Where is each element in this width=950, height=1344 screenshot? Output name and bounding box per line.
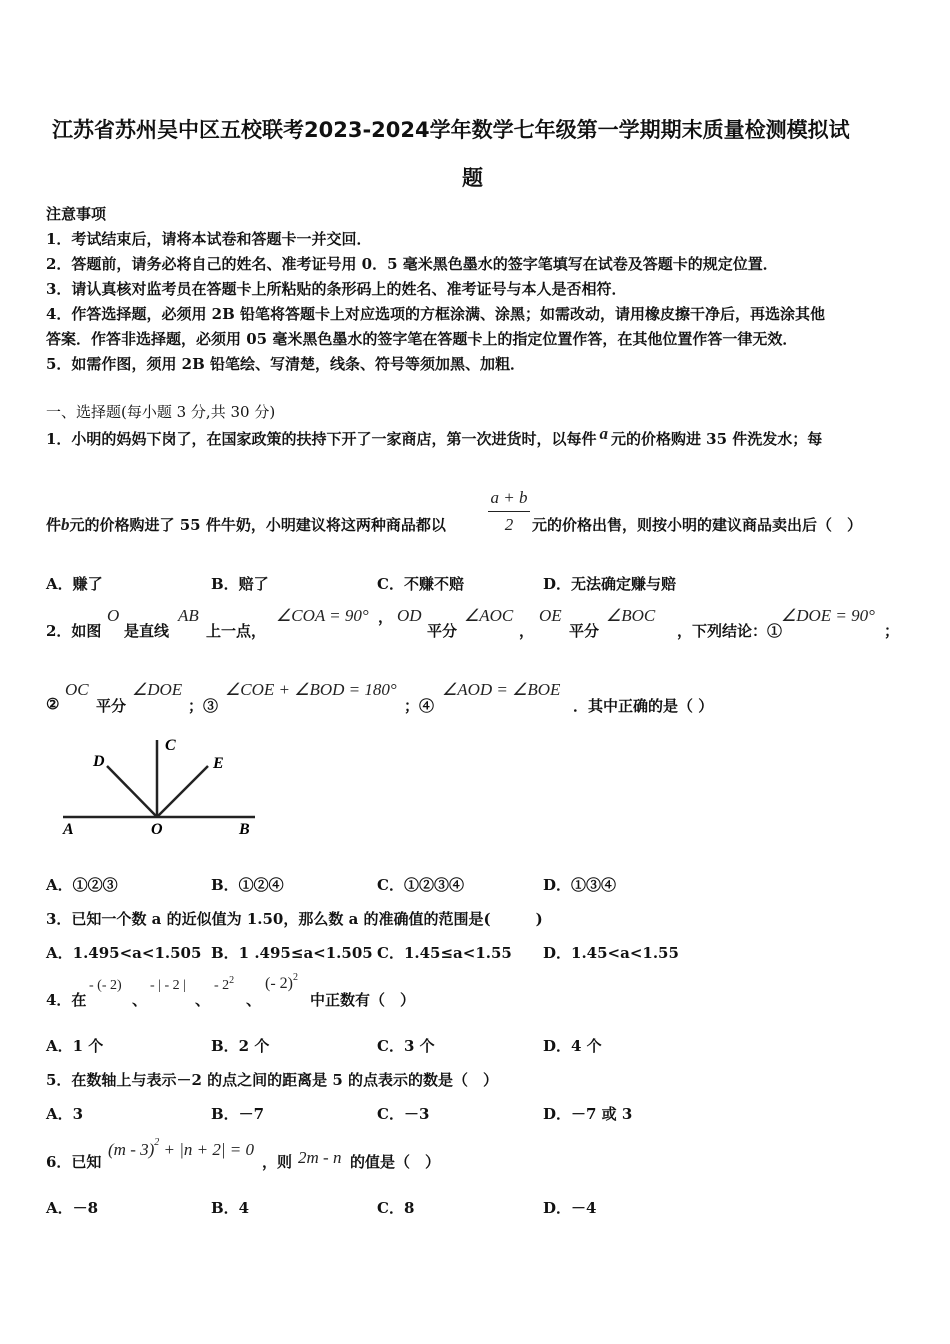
label-c: C xyxy=(165,737,176,754)
q6-expr-exp: 2 xyxy=(154,1137,160,1148)
notice-item: 1．考试结束后，请将本试卷和答题卡一并交回． xyxy=(46,230,372,248)
q4-expr-3 xyxy=(214,975,235,994)
q4-text: 、 xyxy=(195,991,211,1009)
q2-math: ∠AOD = ∠BOE xyxy=(442,680,561,699)
q2-text: 是直线 xyxy=(124,622,170,640)
q4-expr-1: - (- 2) xyxy=(89,978,122,993)
q3-option-d: D．1.45<a<1.55 xyxy=(543,944,679,962)
q4-option-a: A．1 个 xyxy=(46,1037,104,1055)
q1-option-c: C．不赚不赔 xyxy=(377,575,464,593)
q2-math: ∠BOC xyxy=(606,606,656,625)
q4-expr-2: - | - 2 | xyxy=(150,978,186,993)
q1-var-b: b xyxy=(61,515,70,534)
q6-text: 的值是（ ） xyxy=(350,1153,441,1171)
q2-math: ∠COE + ∠BOD = 180° xyxy=(225,680,397,699)
q4-expr-4-exp: 2 xyxy=(292,972,298,983)
q6-expr-base: (m - 3) xyxy=(108,1140,155,1159)
q1-text: 元的价格购进 35 件洗发水；每 xyxy=(610,430,823,448)
q2-option-b: B．①②④ xyxy=(211,876,284,894)
notice-item: 2．答题前，请务必将自己的姓名、准考证号用 0．5 毫米黑色墨水的签字笔填写在试卷及答题卡的规定位置． xyxy=(46,255,778,273)
notice-item: 5．如需作图，须用 2B 铅笔绘、写清楚，线条、符号等须加黑、加粗． xyxy=(46,355,525,373)
q2-math: OC xyxy=(65,680,89,699)
q6-expr: 2m - n xyxy=(298,1148,342,1167)
q1-fraction-numerator: a + b xyxy=(490,488,528,507)
q3-option-c: C．1.45≤a<1.55 xyxy=(377,944,512,962)
q2-text: 平分 xyxy=(569,622,600,640)
q2-option-c: C．①②③④ xyxy=(377,876,464,894)
notice-item: 4．作答选择题，必须用 2B 铅笔将答题卡上对应选项的方框涂满、涂黑；如需改动，请用橡皮擦干净后，再选涂其他 xyxy=(46,305,826,323)
q2-math: O xyxy=(107,606,120,625)
q1-option-b: B．赔了 xyxy=(211,575,269,593)
q4-option-d: D．4 个 xyxy=(543,1037,602,1055)
q2-math: ∠COA = 90° xyxy=(276,606,369,625)
q2-text: ； xyxy=(884,622,900,640)
notice-heading: 注意事项 xyxy=(46,205,107,223)
label-a: A xyxy=(63,821,74,838)
section-heading: 一、选择题(每小题 3 分,共 30 分) xyxy=(46,403,276,421)
ray-oe xyxy=(157,766,208,817)
page-title-continued: 题 xyxy=(462,166,483,190)
q1-fraction-denominator: 2 xyxy=(504,515,514,534)
question-3: 3．已知一个数 a 的近似值为 1.50，那么数 a 的准确值的范围是( ) xyxy=(46,910,543,928)
q2-text: ；④ xyxy=(404,697,435,715)
q4-option-b: B．2 个 xyxy=(211,1037,270,1055)
q2-text: 平分 xyxy=(96,697,127,715)
q4-expr-3-exp: 2 xyxy=(229,975,235,986)
q5-option-b: B．－7 xyxy=(211,1105,265,1123)
q1-text: 1．小明的妈妈下岗了，在国家政策的扶持下开了一家商店，第一次进货时，以每件 xyxy=(46,430,597,448)
q3-option-a: A．1.495<a<1.505 xyxy=(46,944,202,962)
q2-geometry-figure xyxy=(55,730,270,840)
q6-option-c: C．8 xyxy=(377,1199,415,1217)
label-d: D xyxy=(93,753,105,770)
q2-option-a: A．①②③ xyxy=(46,876,118,894)
q1-text: 元的价格出售，则按小明的建议商品卖出后（ ） xyxy=(532,516,863,534)
q5-option-a: A．3 xyxy=(46,1105,84,1123)
q4-text: 、 xyxy=(132,991,148,1009)
page-title: 江苏省苏州吴中区五校联考2023-2024学年数学七年级第一学期期末质量检测模拟试 xyxy=(52,118,850,142)
q1-var-a: a xyxy=(599,424,608,443)
label-b: B xyxy=(239,821,250,838)
q2-text: 平分 xyxy=(427,622,458,640)
q1-option-a: A．赚了 xyxy=(46,575,103,593)
notice-item: 3．请认真核对监考员在答题卡上所粘贴的条形码上的姓名、准考证号与本人是否相符． xyxy=(46,280,627,298)
label-e: E xyxy=(213,755,224,772)
q6-option-a: A．－8 xyxy=(46,1199,99,1217)
q2-option-d: D．①③④ xyxy=(543,876,617,894)
q2-math: OE xyxy=(539,606,562,625)
q2-text: 上一点， xyxy=(206,622,267,640)
q4-text: 中正数有（ ） xyxy=(310,991,416,1009)
q2-text: ，下列结论：① xyxy=(677,622,783,640)
ray-od xyxy=(107,766,157,817)
q2-text: ② xyxy=(46,695,60,713)
q1-fraction xyxy=(488,488,530,535)
q2-math: ∠DOE = 90° xyxy=(781,606,875,625)
q2-math: ∠DOE xyxy=(132,680,183,699)
q2-text: ， xyxy=(519,622,535,640)
q4-expr-3-base: - 2 xyxy=(214,978,230,993)
q4-expr-4 xyxy=(265,972,298,993)
q1-option-d: D．无法确定赚与赔 xyxy=(543,575,677,593)
q1-text: 元的价格购进了 55 件牛奶，小明建议将这两种商品都以 xyxy=(69,516,446,534)
q2-text: ．其中正确的是（ ） xyxy=(573,697,714,715)
q6-equation xyxy=(108,1137,255,1160)
question-1-line-2 xyxy=(46,514,446,535)
q4-expr-4-base: (- 2) xyxy=(265,975,293,992)
q4-option-c: C．3 个 xyxy=(377,1037,435,1055)
question-1-line-1 xyxy=(46,424,823,449)
q4-text: 4．在 xyxy=(46,991,87,1009)
q6-option-b: B．4 xyxy=(211,1199,250,1217)
q6-expr-rest: + |n + 2| = 0 xyxy=(159,1140,255,1159)
q6-text: 6．已知 xyxy=(46,1153,102,1171)
q4-text: 、 xyxy=(246,991,262,1009)
q1-text: 件 xyxy=(46,516,62,534)
q2-math: OD xyxy=(397,606,422,625)
q3-option-b: B．1 .495≤a<1.505 xyxy=(211,944,373,962)
q2-math: AB xyxy=(178,606,199,625)
q2-text: ；③ xyxy=(188,697,219,715)
q2-text: ， xyxy=(378,608,394,626)
notice-item: 答案．作答非选择题，必须用 05 毫米黑色墨水的签字笔在答题卡上的指定位置作答，在其他位置作答一律无效． xyxy=(46,330,798,348)
label-o: O xyxy=(151,821,163,838)
q6-option-d: D．－4 xyxy=(543,1199,597,1217)
q5-option-c: C．－3 xyxy=(377,1105,430,1123)
q6-text: ，则 xyxy=(262,1153,293,1171)
q2-math: ∠AOC xyxy=(464,606,514,625)
q5-option-d: D．－7 或 3 xyxy=(543,1105,633,1123)
question-5: 5．在数轴上与表示－2 的点之间的距离是 5 的点表示的数是（ ） xyxy=(46,1071,498,1089)
q2-text: 2．如图 xyxy=(46,622,102,640)
